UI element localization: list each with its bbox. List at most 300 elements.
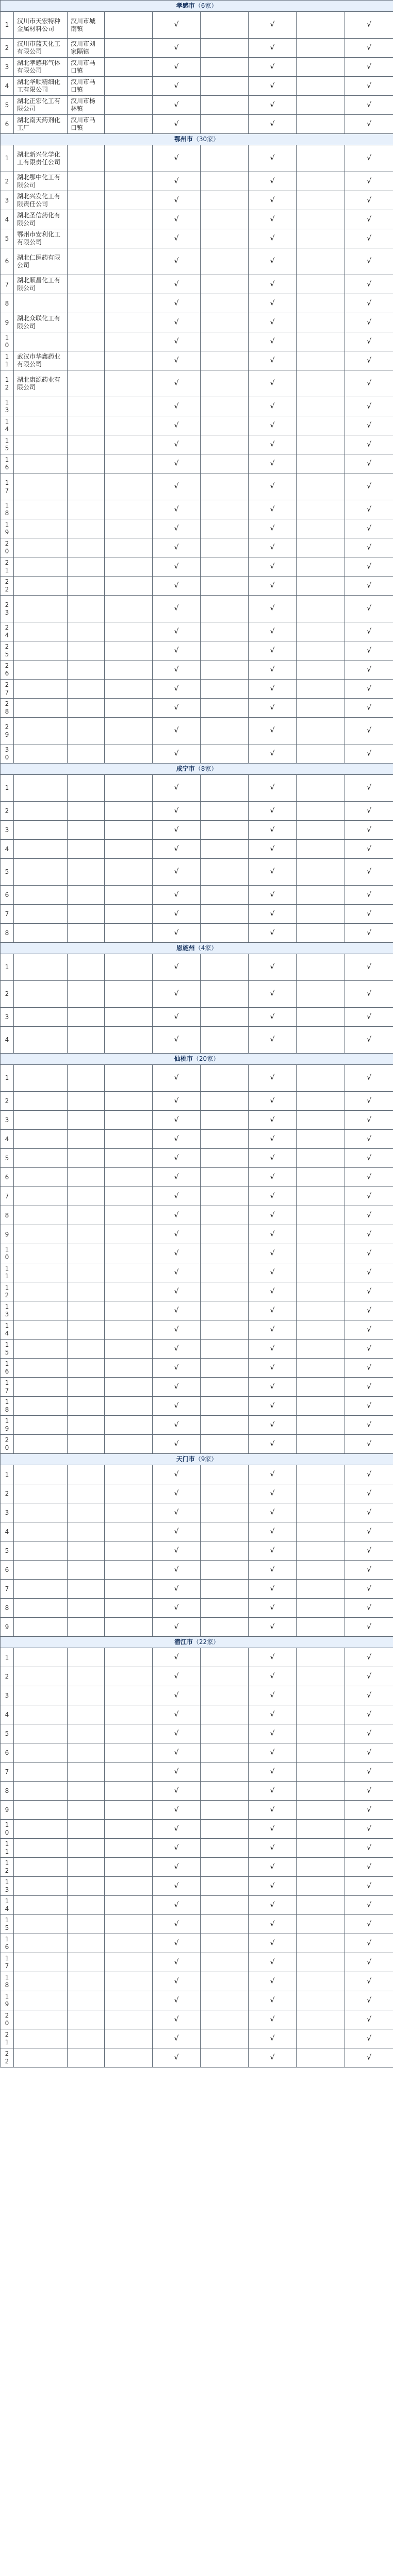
check-mark-icon: √	[174, 1565, 179, 1574]
check-cell	[249, 1282, 297, 1301]
table-row	[1, 416, 393, 435]
check-cell	[345, 744, 393, 764]
check-mark-icon: √	[367, 1996, 372, 2005]
check-cell	[153, 58, 201, 77]
check-cell	[249, 744, 297, 764]
check-cell	[345, 1896, 393, 1915]
check-mark-icon: √	[174, 505, 179, 514]
check-cell	[297, 500, 345, 519]
check-cell	[153, 802, 201, 821]
table-row	[1, 1008, 393, 1027]
company-name	[14, 1416, 68, 1435]
row-number: 15	[1, 1915, 14, 1934]
check-mark-icon: √	[367, 2015, 372, 2024]
check-cell	[345, 115, 393, 134]
check-mark-icon: √	[174, 257, 179, 265]
check-cell	[105, 954, 153, 981]
check-cell	[201, 145, 249, 172]
company-location: 汉川市刘家隔镇	[68, 39, 105, 58]
table-row	[1, 1858, 393, 1877]
check-cell	[153, 397, 201, 416]
check-cell	[201, 1541, 249, 1561]
company-location	[68, 1187, 105, 1206]
check-mark-icon: √	[367, 1977, 372, 1986]
check-cell	[105, 294, 153, 313]
company-name	[14, 886, 68, 905]
check-cell	[105, 473, 153, 500]
check-cell	[153, 1561, 201, 1580]
company-location	[68, 1435, 105, 1454]
company-name	[14, 680, 68, 699]
check-cell	[201, 699, 249, 718]
check-mark-icon: √	[270, 1901, 275, 1909]
company-location	[68, 351, 105, 370]
check-cell	[153, 500, 201, 519]
check-cell	[201, 905, 249, 924]
company-name	[14, 1915, 68, 1934]
row-number: 11	[1, 1263, 14, 1282]
check-mark-icon: √	[174, 196, 179, 205]
check-mark-icon: √	[270, 1920, 275, 1928]
table-row	[1, 954, 393, 981]
check-cell	[153, 145, 201, 172]
check-cell	[345, 210, 393, 229]
check-mark-icon: √	[367, 963, 372, 971]
check-cell	[105, 1168, 153, 1187]
check-mark-icon: √	[174, 1786, 179, 1795]
row-number: 22	[1, 577, 14, 596]
table-row	[1, 1263, 393, 1282]
check-cell	[105, 1130, 153, 1149]
check-cell	[105, 1282, 153, 1301]
check-cell	[345, 1686, 393, 1705]
company-location: 汉川市马口镇	[68, 115, 105, 134]
check-cell	[297, 397, 345, 416]
check-cell	[297, 1877, 345, 1896]
company-name	[14, 519, 68, 538]
check-mark-icon: √	[174, 379, 179, 387]
table-row	[1, 2010, 393, 2029]
check-cell	[201, 1972, 249, 1991]
check-cell	[105, 1065, 153, 1092]
check-mark-icon: √	[270, 120, 275, 128]
check-mark-icon: √	[270, 1996, 275, 2005]
check-cell	[249, 1503, 297, 1522]
check-cell	[249, 577, 297, 596]
table-row	[1, 275, 393, 294]
row-number: 16	[1, 1359, 14, 1378]
check-cell	[153, 538, 201, 557]
check-cell	[153, 473, 201, 500]
check-cell	[153, 1820, 201, 1839]
check-cell	[297, 1149, 345, 1168]
section-city: 咸宁市	[176, 765, 195, 772]
check-cell	[345, 1743, 393, 1762]
check-cell	[153, 1858, 201, 1877]
company-name	[14, 1225, 68, 1244]
check-cell	[201, 1168, 249, 1187]
check-mark-icon: √	[270, 337, 275, 346]
check-mark-icon: √	[174, 963, 179, 971]
check-mark-icon: √	[174, 806, 179, 815]
check-cell	[153, 2010, 201, 2029]
check-cell	[201, 115, 249, 134]
check-cell	[153, 954, 201, 981]
check-cell	[201, 519, 249, 538]
check-cell	[345, 1762, 393, 1782]
check-cell	[297, 210, 345, 229]
row-number: 8	[1, 1599, 14, 1618]
check-mark-icon: √	[174, 234, 179, 243]
check-cell	[345, 802, 393, 821]
check-mark-icon: √	[174, 543, 179, 552]
check-mark-icon: √	[174, 2015, 179, 2024]
row-number: 10	[1, 1244, 14, 1263]
company-location	[68, 2029, 105, 2048]
section-header	[1, 134, 393, 145]
company-location	[68, 1801, 105, 1820]
check-cell	[153, 622, 201, 641]
check-mark-icon: √	[174, 280, 179, 289]
check-cell	[153, 1320, 201, 1340]
check-cell	[153, 660, 201, 680]
check-mark-icon: √	[270, 1958, 275, 1967]
check-cell	[105, 1484, 153, 1503]
check-cell	[201, 1991, 249, 2010]
check-cell	[249, 1435, 297, 1454]
check-cell	[297, 622, 345, 641]
check-mark-icon: √	[270, 379, 275, 387]
check-cell	[201, 1820, 249, 1839]
check-mark-icon: √	[270, 1211, 275, 1219]
company-location	[68, 1092, 105, 1111]
check-cell	[249, 1934, 297, 1953]
company-location	[68, 473, 105, 500]
check-cell	[153, 1149, 201, 1168]
check-cell	[297, 1705, 345, 1724]
check-cell	[345, 1225, 393, 1244]
check-cell	[345, 1580, 393, 1599]
row-number: 12	[1, 1858, 14, 1877]
table-row	[1, 1743, 393, 1762]
check-cell	[297, 1618, 345, 1637]
company-location	[68, 2048, 105, 2067]
check-cell	[297, 191, 345, 210]
check-cell	[345, 1397, 393, 1416]
check-cell	[249, 2010, 297, 2029]
company-location	[68, 1896, 105, 1915]
check-cell	[297, 1484, 345, 1503]
check-cell	[297, 1092, 345, 1111]
check-cell	[105, 58, 153, 77]
check-mark-icon: √	[270, 684, 275, 693]
check-cell	[201, 351, 249, 370]
row-number: 6	[1, 1561, 14, 1580]
company-location	[68, 1301, 105, 1320]
table-row	[1, 2029, 393, 2048]
company-location	[68, 954, 105, 981]
company-name	[14, 954, 68, 981]
check-cell	[153, 2048, 201, 2067]
check-mark-icon: √	[367, 1401, 372, 1410]
check-cell	[297, 1724, 345, 1743]
check-cell	[105, 1618, 153, 1637]
row-number: 29	[1, 718, 14, 744]
check-mark-icon: √	[174, 1012, 179, 1021]
check-mark-icon: √	[270, 402, 275, 411]
check-cell	[345, 172, 393, 191]
check-cell	[153, 77, 201, 96]
check-cell	[105, 332, 153, 351]
check-cell	[297, 905, 345, 924]
company-location	[68, 1522, 105, 1541]
check-mark-icon: √	[174, 81, 179, 90]
check-cell	[201, 1225, 249, 1244]
check-cell	[201, 1877, 249, 1896]
check-cell	[105, 1953, 153, 1972]
check-cell	[297, 58, 345, 77]
check-cell	[297, 1686, 345, 1705]
row-number: 5	[1, 229, 14, 248]
check-mark-icon: √	[270, 21, 275, 29]
row-number: 1	[1, 775, 14, 802]
row-number: 18	[1, 500, 14, 519]
check-cell	[105, 1008, 153, 1027]
check-cell	[153, 229, 201, 248]
check-cell	[201, 275, 249, 294]
check-cell	[201, 1953, 249, 1972]
table-row	[1, 1705, 393, 1724]
check-cell	[249, 473, 297, 500]
check-mark-icon: √	[174, 627, 179, 636]
check-mark-icon: √	[367, 806, 372, 815]
company-name	[14, 1782, 68, 1801]
check-cell	[153, 12, 201, 39]
check-cell	[297, 1320, 345, 1340]
check-cell	[345, 1320, 393, 1340]
company-name: 湖北鄂中化工有限公司	[14, 172, 68, 191]
check-cell	[201, 1915, 249, 1934]
check-cell	[249, 1915, 297, 1934]
check-cell	[249, 1762, 297, 1782]
check-cell	[297, 718, 345, 744]
company-location	[68, 210, 105, 229]
check-cell	[201, 1782, 249, 1801]
company-location	[68, 1130, 105, 1149]
company-name	[14, 1206, 68, 1225]
check-mark-icon: √	[270, 1939, 275, 1947]
check-cell	[249, 519, 297, 538]
check-cell	[345, 1130, 393, 1149]
check-cell	[297, 1801, 345, 1820]
table-row	[1, 397, 393, 416]
check-cell	[153, 1340, 201, 1359]
check-cell	[201, 2048, 249, 2067]
check-mark-icon: √	[367, 1920, 372, 1928]
company-name	[14, 2048, 68, 2067]
check-cell	[345, 1008, 393, 1027]
table-row	[1, 1359, 393, 1378]
check-cell	[345, 1065, 393, 1092]
table-row	[1, 859, 393, 886]
check-cell	[153, 96, 201, 115]
check-cell	[105, 1301, 153, 1320]
check-cell	[297, 1244, 345, 1263]
check-mark-icon: √	[270, 1115, 275, 1124]
company-location: 汉川市马口镇	[68, 77, 105, 96]
check-cell	[153, 840, 201, 859]
check-mark-icon: √	[174, 1344, 179, 1353]
company-location	[68, 1686, 105, 1705]
company-location	[68, 1065, 105, 1092]
check-cell	[297, 1953, 345, 1972]
check-cell	[297, 1782, 345, 1801]
table-row	[1, 1896, 393, 1915]
check-cell	[345, 1877, 393, 1896]
company-location	[68, 1206, 105, 1225]
check-mark-icon: √	[174, 1958, 179, 1967]
check-cell	[297, 1561, 345, 1580]
check-mark-icon: √	[367, 379, 372, 387]
check-mark-icon: √	[367, 1249, 372, 1258]
check-cell	[153, 1522, 201, 1541]
check-mark-icon: √	[367, 665, 372, 674]
check-cell	[345, 1027, 393, 1054]
check-cell	[105, 2029, 153, 2048]
row-number: 1	[1, 145, 14, 172]
table-row	[1, 191, 393, 210]
company-name	[14, 473, 68, 500]
check-cell	[153, 115, 201, 134]
company-location	[68, 1378, 105, 1397]
company-name: 武汉市华鑫药业有限公司	[14, 351, 68, 370]
check-mark-icon: √	[174, 43, 179, 52]
check-cell	[153, 1187, 201, 1206]
check-cell	[105, 1378, 153, 1397]
check-mark-icon: √	[270, 280, 275, 289]
section-header	[1, 764, 393, 775]
company-name: 湖北圣信药化有限公司	[14, 210, 68, 229]
check-cell	[297, 370, 345, 397]
company-location	[68, 699, 105, 718]
check-cell	[105, 370, 153, 397]
row-number: 12	[1, 370, 14, 397]
company-name	[14, 1972, 68, 1991]
check-cell	[249, 39, 297, 58]
company-location	[68, 500, 105, 519]
check-mark-icon: √	[367, 1115, 372, 1124]
company-location	[68, 660, 105, 680]
check-mark-icon: √	[174, 1584, 179, 1593]
check-cell	[105, 1320, 153, 1340]
check-cell	[201, 538, 249, 557]
section-count: （20家）	[192, 1055, 220, 1062]
check-cell	[297, 2029, 345, 2048]
check-cell	[345, 1206, 393, 1225]
check-mark-icon: √	[367, 356, 372, 365]
check-cell	[345, 500, 393, 519]
check-cell	[105, 821, 153, 840]
check-mark-icon: √	[270, 234, 275, 243]
check-cell	[297, 39, 345, 58]
check-cell	[249, 641, 297, 660]
check-cell	[201, 500, 249, 519]
check-cell	[105, 1397, 153, 1416]
company-location	[68, 981, 105, 1008]
check-cell	[201, 210, 249, 229]
check-mark-icon: √	[174, 1672, 179, 1681]
table-row	[1, 1244, 393, 1263]
check-cell	[249, 248, 297, 275]
check-cell	[105, 1972, 153, 1991]
check-cell	[297, 1896, 345, 1915]
check-mark-icon: √	[270, 2015, 275, 2024]
check-cell	[249, 1465, 297, 1484]
check-mark-icon: √	[174, 1939, 179, 1947]
check-mark-icon: √	[270, 215, 275, 224]
check-cell	[297, 1743, 345, 1762]
check-mark-icon: √	[174, 562, 179, 571]
check-mark-icon: √	[270, 257, 275, 265]
check-cell	[201, 821, 249, 840]
check-mark-icon: √	[367, 1470, 372, 1479]
check-cell	[249, 313, 297, 332]
company-name	[14, 1263, 68, 1282]
check-mark-icon: √	[174, 1192, 179, 1200]
check-mark-icon: √	[270, 1096, 275, 1105]
company-name	[14, 1743, 68, 1762]
check-cell	[201, 1301, 249, 1320]
check-cell	[153, 1839, 201, 1858]
check-mark-icon: √	[367, 120, 372, 128]
check-mark-icon: √	[367, 1211, 372, 1219]
row-number: 7	[1, 1762, 14, 1782]
check-cell	[297, 1168, 345, 1187]
row-number: 14	[1, 416, 14, 435]
check-cell	[153, 1130, 201, 1149]
table-row	[1, 12, 393, 39]
table-row	[1, 1397, 393, 1416]
check-cell	[153, 1915, 201, 1934]
check-mark-icon: √	[270, 1074, 275, 1082]
company-name	[14, 718, 68, 744]
table-row	[1, 454, 393, 473]
company-location	[68, 1027, 105, 1054]
check-cell	[249, 596, 297, 622]
check-cell	[153, 1667, 201, 1686]
check-cell	[153, 1484, 201, 1503]
company-name	[14, 1435, 68, 1454]
row-number: 6	[1, 1743, 14, 1762]
row-number: 3	[1, 821, 14, 840]
check-cell	[105, 557, 153, 577]
table-row	[1, 1301, 393, 1320]
check-mark-icon: √	[270, 524, 275, 533]
check-mark-icon: √	[367, 299, 372, 308]
check-cell	[201, 1724, 249, 1743]
check-mark-icon: √	[174, 1691, 179, 1700]
check-cell	[345, 1378, 393, 1397]
company-location	[68, 1503, 105, 1522]
check-cell	[345, 275, 393, 294]
check-cell	[201, 1320, 249, 1340]
check-cell	[297, 1206, 345, 1225]
check-mark-icon: √	[270, 1363, 275, 1372]
check-cell	[345, 641, 393, 660]
check-cell	[201, 660, 249, 680]
check-mark-icon: √	[174, 1862, 179, 1871]
company-name	[14, 622, 68, 641]
